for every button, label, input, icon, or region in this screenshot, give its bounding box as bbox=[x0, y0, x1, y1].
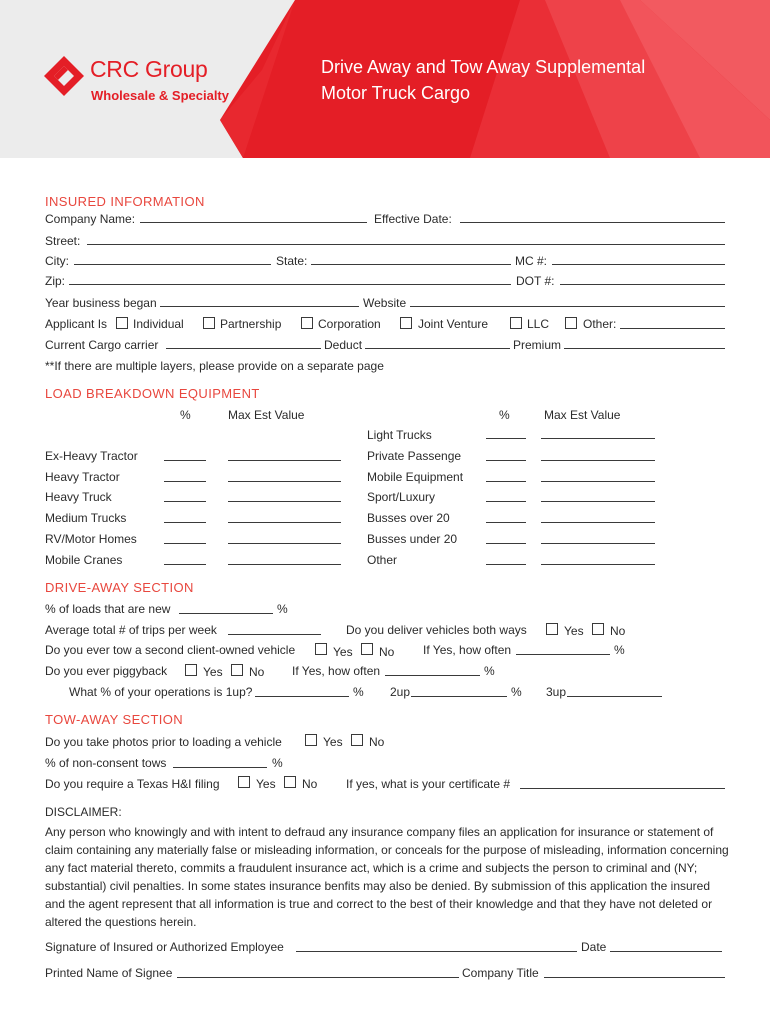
deliver-both-no-label: No bbox=[610, 624, 626, 638]
texas-filing-label: Do you require a Texas H&I filing bbox=[45, 777, 220, 791]
loads-new-pct: % bbox=[277, 602, 288, 616]
mobile-equipment-value-field[interactable] bbox=[541, 481, 655, 482]
tow-second-yes-checkbox[interactable] bbox=[315, 643, 327, 655]
deliver-both-label: Do you deliver vehicles both ways bbox=[346, 623, 527, 637]
medium-trucks-value-field[interactable] bbox=[228, 522, 341, 523]
medium-trucks-label: Medium Trucks bbox=[45, 511, 127, 525]
zip-label: Zip: bbox=[45, 274, 66, 288]
mobile-equipment-pct-field[interactable] bbox=[486, 481, 526, 482]
partnership-checkbox[interactable] bbox=[203, 317, 215, 329]
busses-under-20-value-field[interactable] bbox=[541, 543, 655, 544]
ops-2up-label: 2up bbox=[390, 685, 411, 699]
signature-label: Signature of Insured or Authorized Employee bbox=[45, 940, 284, 954]
rv-motor-homes-value-field[interactable] bbox=[228, 543, 341, 544]
right-max-header: Max Est Value bbox=[544, 408, 621, 422]
section-drive-away: DRIVE-AWAY SECTION bbox=[45, 580, 194, 595]
joint-venture-label: Joint Venture bbox=[418, 317, 489, 331]
crc-diamond-icon bbox=[44, 56, 84, 96]
multiple-layers-note: **If there are multiple layers, please provide on a separate page bbox=[45, 359, 384, 373]
light-trucks-value-field[interactable] bbox=[541, 438, 655, 439]
date-label: Date bbox=[581, 940, 607, 954]
effective-date-field[interactable] bbox=[460, 222, 725, 223]
section-tow-away: TOW-AWAY SECTION bbox=[45, 712, 184, 727]
applicant-is-label: Applicant Is bbox=[45, 317, 108, 331]
sport-luxury-pct-field[interactable] bbox=[486, 501, 526, 502]
heavy-tractor-pct-field[interactable] bbox=[164, 481, 206, 482]
heavy-truck-pct-field[interactable] bbox=[164, 501, 206, 502]
non-consent-field[interactable] bbox=[173, 767, 267, 768]
mobile-equipment-label: Mobile Equipment bbox=[367, 470, 464, 484]
photos-label: Do you take photos prior to loading a vehicle bbox=[45, 735, 282, 749]
photos-yes-checkbox[interactable] bbox=[305, 734, 317, 746]
date-field[interactable] bbox=[610, 951, 722, 952]
rv-motor-homes-label: RV/Motor Homes bbox=[45, 532, 137, 546]
ops-1up-label: What % of your operations is 1up? bbox=[69, 685, 253, 699]
tow-second-no-label: No bbox=[379, 645, 395, 659]
mc-label: MC #: bbox=[515, 254, 548, 268]
tow-second-yes-label: Yes bbox=[333, 645, 353, 659]
ops-1up-pct: % bbox=[353, 685, 364, 699]
heavy-tractor-value-field[interactable] bbox=[228, 481, 341, 482]
premium-label: Premium bbox=[513, 338, 562, 352]
other-label: Other: bbox=[583, 317, 617, 331]
dot-field[interactable] bbox=[560, 284, 725, 285]
premium-field[interactable] bbox=[564, 348, 725, 349]
photos-no-label: No bbox=[369, 735, 385, 749]
left-max-header: Max Est Value bbox=[228, 408, 305, 422]
certificate-field[interactable] bbox=[520, 788, 725, 789]
other-field[interactable] bbox=[620, 328, 725, 329]
deliver-both-yes-checkbox[interactable] bbox=[546, 623, 558, 635]
heavy-truck-label: Heavy Truck bbox=[45, 490, 112, 504]
company-title-label: Company Title bbox=[462, 966, 539, 980]
company-name-label: Company Name: bbox=[45, 212, 136, 226]
avg-trips-label: Average total # of trips per week bbox=[45, 623, 217, 637]
private-passenge-pct-field[interactable] bbox=[486, 460, 526, 461]
zip-field[interactable] bbox=[69, 284, 511, 285]
company-name-field[interactable] bbox=[140, 222, 367, 223]
busses-under-20-pct-field[interactable] bbox=[486, 543, 526, 544]
private-passenge-label: Private Passenge bbox=[367, 449, 462, 463]
non-consent-pct: % bbox=[272, 756, 283, 770]
company-title-field[interactable] bbox=[544, 977, 725, 978]
disclaimer-text: Any person who knowingly and with intent to defraud any insurance company files an application for insurance or statement of claim containing any materially false or misleading information, or conceals for the purpose of misleading, information concerning any fact material thereto, commits a fraudulent insurance act, which is a crime and subjects the person to criminal and (NY; substantial) civil penalties. In some states insurance benfits may also be denied. By submission of this application the insured and the agent represent that all information is true and correct to the best of their knowledge and that they have not deleted or altered the questions herein. bbox=[45, 825, 729, 929]
piggyback-how-often-label: If Yes, how often bbox=[292, 664, 381, 678]
piggyback-no-label: No bbox=[249, 665, 265, 679]
private-passenge-value-field[interactable] bbox=[541, 460, 655, 461]
current-carrier-label: Current Cargo carrier bbox=[45, 338, 159, 352]
non-consent-label: % of non-consent tows bbox=[45, 756, 167, 770]
busses-over-20-pct-field[interactable] bbox=[486, 522, 526, 523]
loads-new-label: % of loads that are new bbox=[45, 602, 171, 616]
crc-logo bbox=[44, 52, 244, 108]
texas-no-checkbox[interactable] bbox=[284, 776, 296, 788]
sport-luxury-label: Sport/Luxury bbox=[367, 490, 436, 504]
ex-heavy-tractor-pct-field[interactable] bbox=[164, 460, 206, 461]
deduct-field[interactable] bbox=[365, 348, 510, 349]
other-equipment-pct-field[interactable] bbox=[486, 564, 526, 565]
tow-second-how-often-field[interactable] bbox=[516, 654, 610, 655]
individual-checkbox[interactable] bbox=[116, 317, 128, 329]
corporation-checkbox[interactable] bbox=[301, 317, 313, 329]
effective-date-label: Effective Date: bbox=[374, 212, 452, 226]
dot-label: DOT #: bbox=[516, 274, 555, 288]
ops-3up-field[interactable] bbox=[567, 696, 662, 697]
light-trucks-pct-field[interactable] bbox=[486, 438, 526, 439]
llc-checkbox[interactable] bbox=[510, 317, 522, 329]
mc-field[interactable] bbox=[552, 264, 725, 265]
corporation-label: Corporation bbox=[318, 317, 381, 331]
busses-over-20-label: Busses over 20 bbox=[367, 511, 450, 525]
printed-name-field[interactable] bbox=[177, 977, 459, 978]
deliver-both-no-checkbox[interactable] bbox=[592, 623, 604, 635]
other-checkbox[interactable] bbox=[565, 317, 577, 329]
photos-no-checkbox[interactable] bbox=[351, 734, 363, 746]
header-banner bbox=[0, 0, 770, 158]
mobile-cranes-pct-field[interactable] bbox=[164, 564, 206, 565]
street-field[interactable] bbox=[87, 244, 725, 245]
tow-second-no-checkbox[interactable] bbox=[361, 643, 373, 655]
ex-heavy-tractor-label: Ex-Heavy Tractor bbox=[45, 449, 138, 463]
section-insured-information: INSURED INFORMATION bbox=[45, 194, 205, 209]
city-field[interactable] bbox=[74, 264, 271, 265]
mobile-cranes-label: Mobile Cranes bbox=[45, 553, 123, 567]
deliver-both-yes-label: Yes bbox=[564, 624, 584, 638]
year-began-label: Year business began bbox=[45, 296, 157, 310]
ops-1up-field[interactable] bbox=[255, 696, 349, 697]
medium-trucks-pct-field[interactable] bbox=[164, 522, 206, 523]
avg-trips-field[interactable] bbox=[228, 634, 321, 635]
tow-second-pct: % bbox=[614, 643, 625, 657]
ex-heavy-tractor-value-field[interactable] bbox=[228, 460, 341, 461]
form-title-line2: Motor Truck Cargo bbox=[321, 83, 471, 103]
heavy-tractor-label: Heavy Tractor bbox=[45, 470, 120, 484]
piggyback-pct: % bbox=[484, 664, 495, 678]
light-trucks-label: Light Trucks bbox=[367, 428, 432, 442]
other-equipment-label: Other bbox=[367, 553, 398, 567]
ops-2up-field[interactable] bbox=[411, 696, 507, 697]
state-label: State: bbox=[276, 254, 308, 268]
piggyback-label: Do you ever piggyback bbox=[45, 664, 168, 678]
city-label: City: bbox=[45, 254, 69, 268]
deduct-label: Deduct bbox=[324, 338, 363, 352]
texas-yes-label: Yes bbox=[256, 777, 276, 791]
state-field[interactable] bbox=[311, 264, 511, 265]
tow-second-how-often-label: If Yes, how often bbox=[423, 643, 512, 657]
ops-3up-label: 3up bbox=[546, 685, 567, 699]
llc-label: LLC bbox=[527, 317, 550, 331]
form-title-line1: Drive Away and Tow Away Supplemental bbox=[321, 57, 646, 77]
piggyback-no-checkbox[interactable] bbox=[231, 664, 243, 676]
joint-venture-checkbox[interactable] bbox=[400, 317, 412, 329]
brand-name: CRC Group bbox=[90, 56, 208, 82]
busses-over-20-value-field[interactable] bbox=[541, 522, 655, 523]
printed-name-label: Printed Name of Signee bbox=[45, 966, 173, 980]
section-load-breakdown: LOAD BREAKDOWN EQUIPMENT bbox=[45, 386, 260, 401]
year-began-field[interactable] bbox=[160, 306, 359, 307]
certificate-label: If yes, what is your certificate # bbox=[346, 777, 511, 791]
heavy-truck-value-field[interactable] bbox=[228, 501, 341, 502]
other-equipment-value-field[interactable] bbox=[541, 564, 655, 565]
busses-under-20-label: Busses under 20 bbox=[367, 532, 458, 546]
disclaimer-heading: DISCLAIMER: bbox=[45, 805, 122, 819]
sport-luxury-value-field[interactable] bbox=[541, 501, 655, 502]
signature-field[interactable] bbox=[296, 951, 577, 952]
brand-subtitle: Wholesale & Specialty bbox=[91, 88, 229, 103]
tow-second-label: Do you ever tow a second client-owned vehicle bbox=[45, 643, 296, 657]
mobile-cranes-value-field[interactable] bbox=[228, 564, 341, 565]
right-pct-header: % bbox=[499, 408, 510, 422]
loads-new-field[interactable] bbox=[179, 613, 273, 614]
texas-no-label: No bbox=[302, 777, 318, 791]
current-carrier-field[interactable] bbox=[166, 348, 321, 349]
website-field[interactable] bbox=[410, 306, 725, 307]
left-pct-header: % bbox=[180, 408, 191, 422]
photos-yes-label: Yes bbox=[323, 735, 343, 749]
website-label: Website bbox=[363, 296, 407, 310]
individual-label: Individual bbox=[133, 317, 184, 331]
piggyback-how-often-field[interactable] bbox=[385, 675, 480, 676]
street-label: Street: bbox=[45, 234, 81, 248]
piggyback-yes-label: Yes bbox=[203, 665, 223, 679]
rv-motor-homes-pct-field[interactable] bbox=[164, 543, 206, 544]
ops-2up-pct: % bbox=[511, 685, 522, 699]
piggyback-yes-checkbox[interactable] bbox=[185, 664, 197, 676]
texas-yes-checkbox[interactable] bbox=[238, 776, 250, 788]
partnership-label: Partnership bbox=[220, 317, 282, 331]
